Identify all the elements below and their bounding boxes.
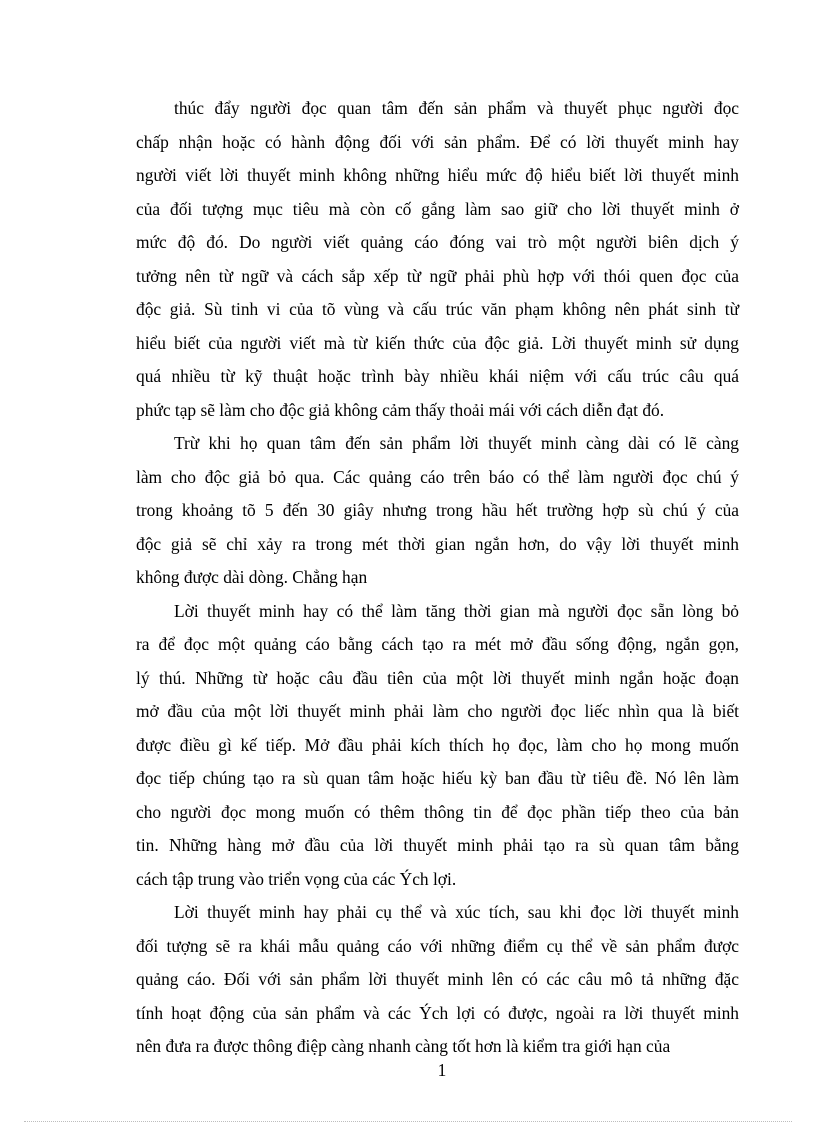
- text-line: hiểu biết của người viết mà từ kiến thức của độc giả. Lời thuyết minh sử dụng: [136, 332, 739, 353]
- text-line: quá nhiều từ kỹ thuật hoặc trình bày nhiều khái niệm với cấu trúc câu quá: [136, 366, 739, 386]
- paragraph-4: [136, 896, 739, 1064]
- text-line: Lời thuyết minh hay phải cụ thể và xúc tích, sau khi đọc lời thuyết minh: [174, 902, 739, 922]
- text-line: Lời thuyết minh hay có thể làm tăng thời gian mà người đọc sẵn lòng bỏ: [174, 600, 739, 621]
- text-line: phức tạp sẽ làm cho độc giả không cảm thấy thoải mái với cách diễn đạt đó.: [136, 399, 665, 420]
- text-line: ra để đọc một quảng cáo bằng cách tạo ra mét mở đầu sống động, ngắn gọn,: [136, 634, 739, 654]
- text-line: làm cho độc giả bỏ qua. Các quảng cáo trên báo có thể làm người đọc chú ý: [136, 466, 739, 487]
- text-line: lý thú. Những từ hoặc câu đầu tiên của một lời thuyết minh ngắn hoặc đoạn: [136, 667, 739, 688]
- page-number: 1: [437, 1060, 447, 1080]
- text-line: tưởng nên từ ngữ và cách sắp xếp từ ngữ phải phù hợp với thói quen đọc của: [136, 265, 739, 286]
- text-line: trong khoảng tõ 5 đến 30 giây nhưng trong hầu hết trường hợp sù chú ý của: [136, 500, 739, 520]
- text-line: mở đầu của một lời thuyết minh phải làm cho người đọc liếc nhìn qua là biết: [136, 701, 739, 721]
- text-line: đối tượng sẽ ra khái mẫu quảng cáo với những điểm cụ thể về sản phẩm được: [136, 935, 739, 956]
- text-line: chấp nhận hoặc có hành động đối với sản phẩm. Để có lời thuyết minh hay: [136, 131, 739, 152]
- text-line: đọc tiếp chúng tạo ra sù quan tâm hoặc hiếu kỳ ban đầu từ tiêu đề. Nó lên làm: [136, 768, 739, 788]
- text-line: thúc đẩy người đọc quan tâm đến sản phẩm và thuyết phục người đọc: [174, 98, 739, 118]
- paragraph-3: [136, 595, 739, 897]
- text-line: tính hoạt động của sản phẩm và các Ých lợi có được, ngoài ra lời thuyết minh: [136, 1002, 739, 1023]
- text-line: độc giả. Sù tinh vi của tõ vùng và cấu trúc văn phạm không nên phát sinh từ: [136, 299, 739, 319]
- text-line: cách tập trung vào triển vọng của các Ých lợi.: [136, 868, 457, 889]
- text-line: quảng cáo. Đối với sản phẩm lời thuyết minh lên có các câu mô tả những đặc: [136, 969, 739, 989]
- text-line: tin. Những hàng mở đầu của lời thuyết minh phải tạo ra sù quan tâm bằng: [136, 835, 739, 855]
- text-line: người viết lời thuyết minh không những hiểu mức độ hiểu biết lời thuyết minh: [136, 165, 739, 185]
- text-line: Trừ khi họ quan tâm đến sản phẩm lời thuyết minh càng dài có lẽ càng: [174, 433, 739, 453]
- text-line: không được dài dòng. Chẳng hạn: [136, 567, 368, 587]
- text-line: được điều gì kế tiếp. Mở đầu phải kích thích họ đọc, làm cho họ mong muốn: [136, 734, 739, 755]
- text-line: mức độ đó. Do người viết quảng cáo đóng vai trò một người biên dịch ý: [136, 232, 739, 252]
- text-line: của đối tượng mục tiêu mà còn cố gắng làm sao giữ cho lời thuyết minh ở: [136, 198, 739, 219]
- paragraph-2: [136, 427, 739, 595]
- paragraph-1: [136, 92, 739, 427]
- text-line: cho người đọc mong muốn có thêm thông tin để đọc phần tiếp theo của bản: [136, 801, 739, 822]
- text-line: nên đưa ra được thông điệp càng nhanh càng tốt hơn là kiểm tra giới hạn của: [136, 1036, 671, 1056]
- page-break-divider: [24, 1121, 792, 1122]
- text-line: độc giả sẽ chỉ xảy ra trong mét thời gian ngắn hơn, do vậy lời thuyết minh: [136, 533, 739, 554]
- document-body: [136, 92, 739, 1064]
